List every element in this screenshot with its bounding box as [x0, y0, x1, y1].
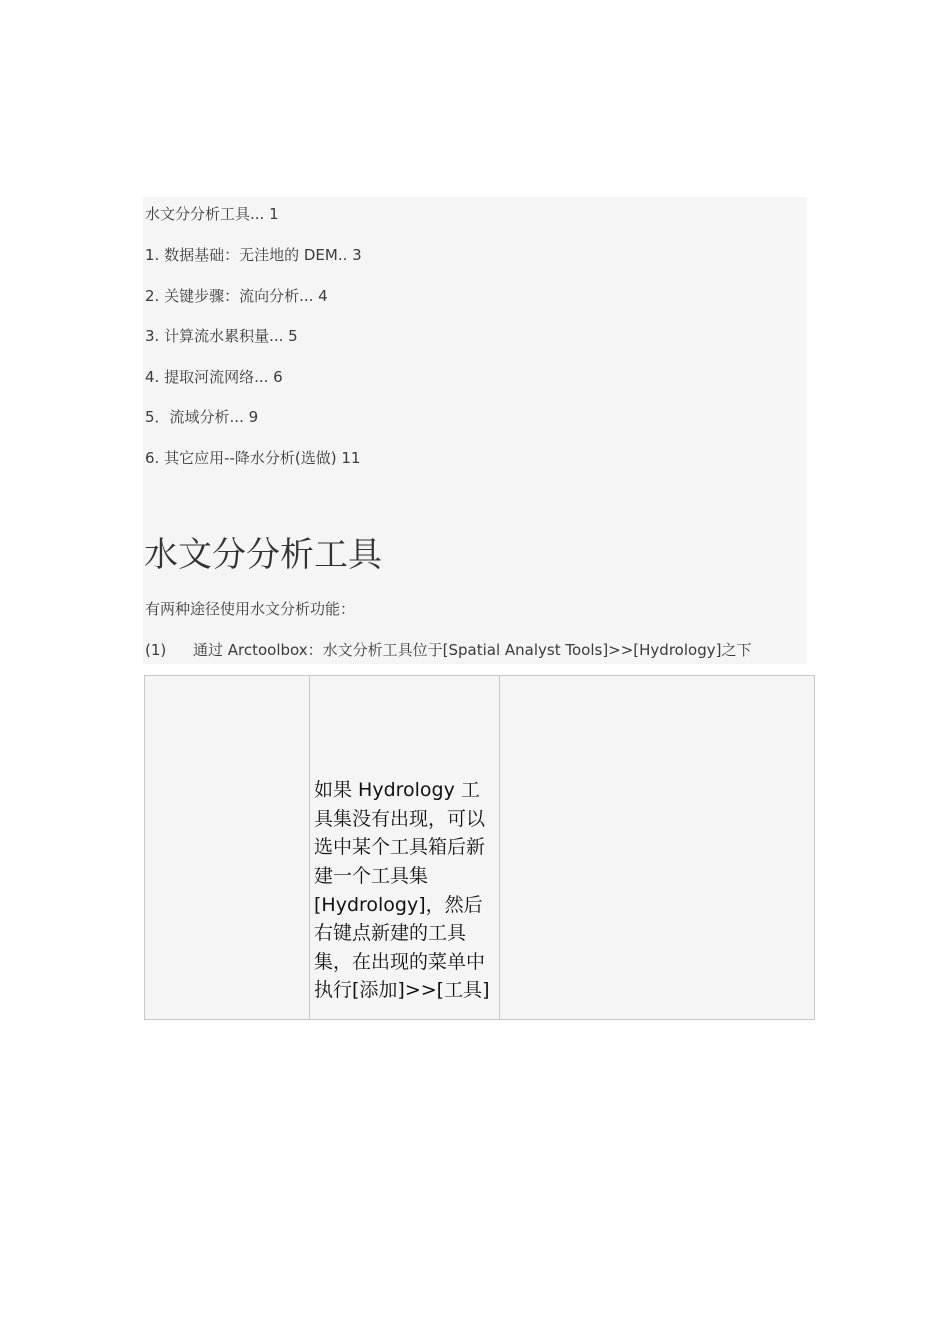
table-cell-note: [310, 676, 500, 1020]
toc-item[interactable]: 6. 其它应用--降水分析(选做) 11: [145, 449, 361, 467]
toc-item[interactable]: 水文分分析工具... 1: [145, 205, 279, 223]
toc-item[interactable]: 1. 数据基础：无洼地的 DEM.. 3: [145, 246, 362, 264]
method-1-number: (1): [145, 641, 167, 659]
table-cell-image-right: [500, 676, 815, 1020]
intro-paragraph: 有两种途径使用水文分析功能：: [145, 600, 356, 618]
toc-item[interactable]: 5．流域分析... 9: [145, 408, 259, 426]
method-1-paragraph: [145, 640, 751, 660]
toc-item[interactable]: 3. 计算流水累积量... 5: [145, 327, 298, 345]
method-1-text: 通过 Arctoolbox：水文分析工具位于[Spatial Analyst Tools]>>[Hydrology]之下: [193, 641, 752, 659]
hydrology-tools-table: [144, 675, 815, 1020]
table-cell-image-left: [145, 676, 310, 1020]
section-heading: 水文分分析工具: [144, 535, 382, 575]
toc-item[interactable]: 4. 提取河流网络... 6: [145, 368, 283, 386]
toc-item[interactable]: 2. 关键步骤：流向分析... 4: [145, 287, 328, 305]
hydrology-toolset-note: 如果 Hydrology 工 具集没有出现，可以 选中某个工具箱后新 建一个工具集 [Hydrology]，然后 右键点新建的工具 集，在出现的菜单中 执行[添加]>>[工具]: [314, 779, 490, 1002]
document-content-background: [143, 197, 807, 664]
